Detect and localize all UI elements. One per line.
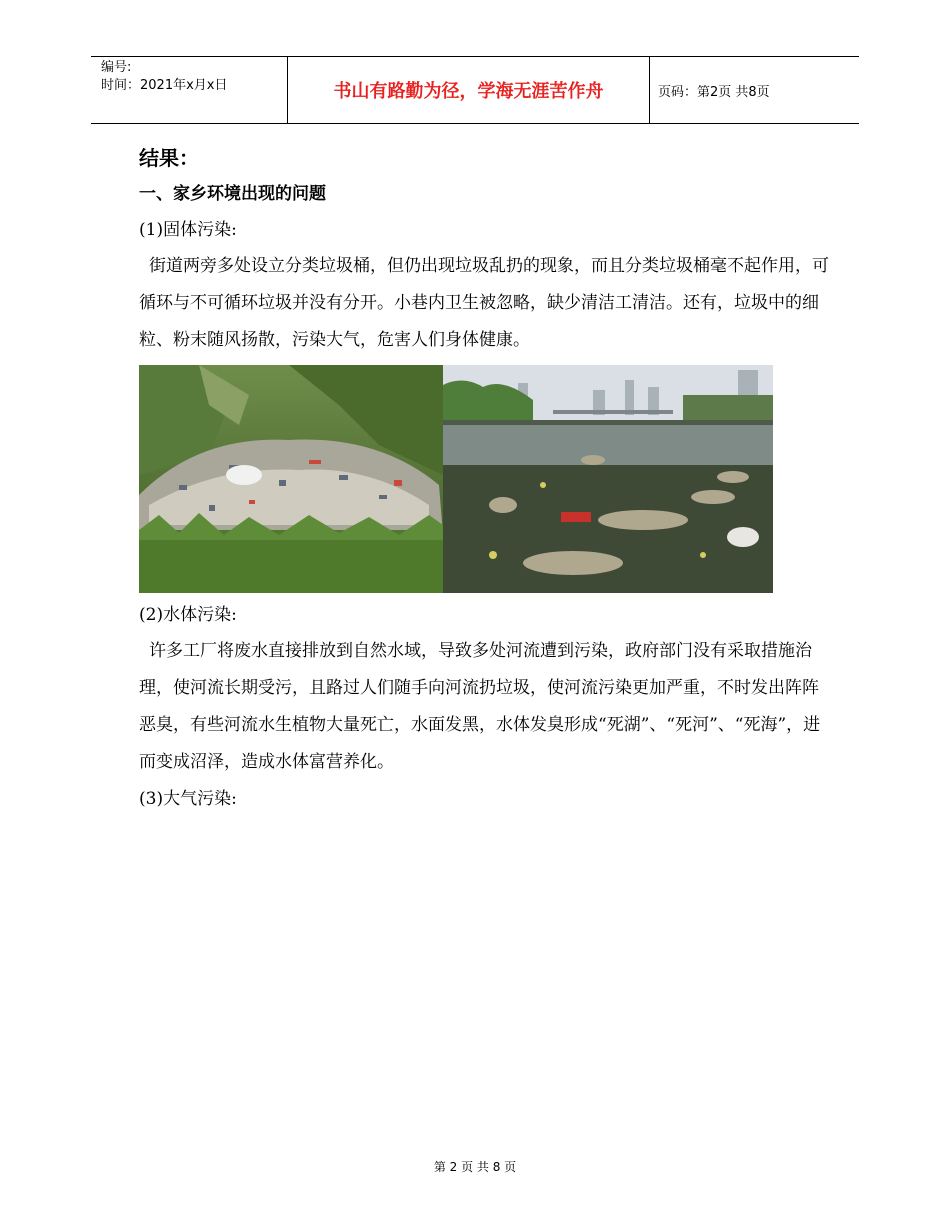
time-label: 时间：2021年x月x日 — [101, 78, 228, 93]
item-heading-air: (3)大气污染: — [139, 789, 237, 809]
header-meta — [91, 57, 287, 123]
garbage-dump-photo — [139, 365, 443, 593]
item-heading-water: (2)水体污染: — [139, 605, 237, 625]
header-motto: 书山有路勤为径，学海无涯苦作舟 — [287, 57, 650, 123]
item-paragraph-solid: 街道两旁多处设立分类垃圾桶，但仍出现垃圾乱扔的现象，而且分类垃圾桶毫不起作用，可循环与不可循环垃圾并没有分开。小巷内卫生被忽略，缺少清洁工清洁。还有，垃圾中的细粒、粉末随风扬散，污染大气，危害人们身体健康。 — [139, 256, 829, 350]
page-footer: 第 2 页 共 8 页 — [433, 1160, 517, 1174]
page-header — [91, 56, 859, 124]
header-page-info: 页码：第2页 共8页 — [658, 84, 770, 100]
item-paragraph-water: 许多工厂将废水直接排放到自然水域，导致多处河流遭到污染，政府部门没有采取措施治理，使河流长期受污，且路过人们随手向河流扔垃圾，使河流污染更加严重，不时发出阵阵恶臭，有些河流水生植物大量死亡，水面发黑，水体发臭形成“死湖”、“死河”、“死海”，进而变成沼泽，造成水体富营养化。 — [139, 641, 821, 772]
subsection-title: 一、家乡环境出现的问题 — [139, 184, 326, 204]
section-title: 结果： — [139, 146, 199, 170]
document-body — [139, 140, 829, 817]
number-label: 编号: — [101, 60, 132, 75]
photo-row — [139, 365, 829, 593]
polluted-river-photo — [443, 365, 773, 593]
item-heading-solid: (1)固体污染: — [139, 220, 237, 240]
